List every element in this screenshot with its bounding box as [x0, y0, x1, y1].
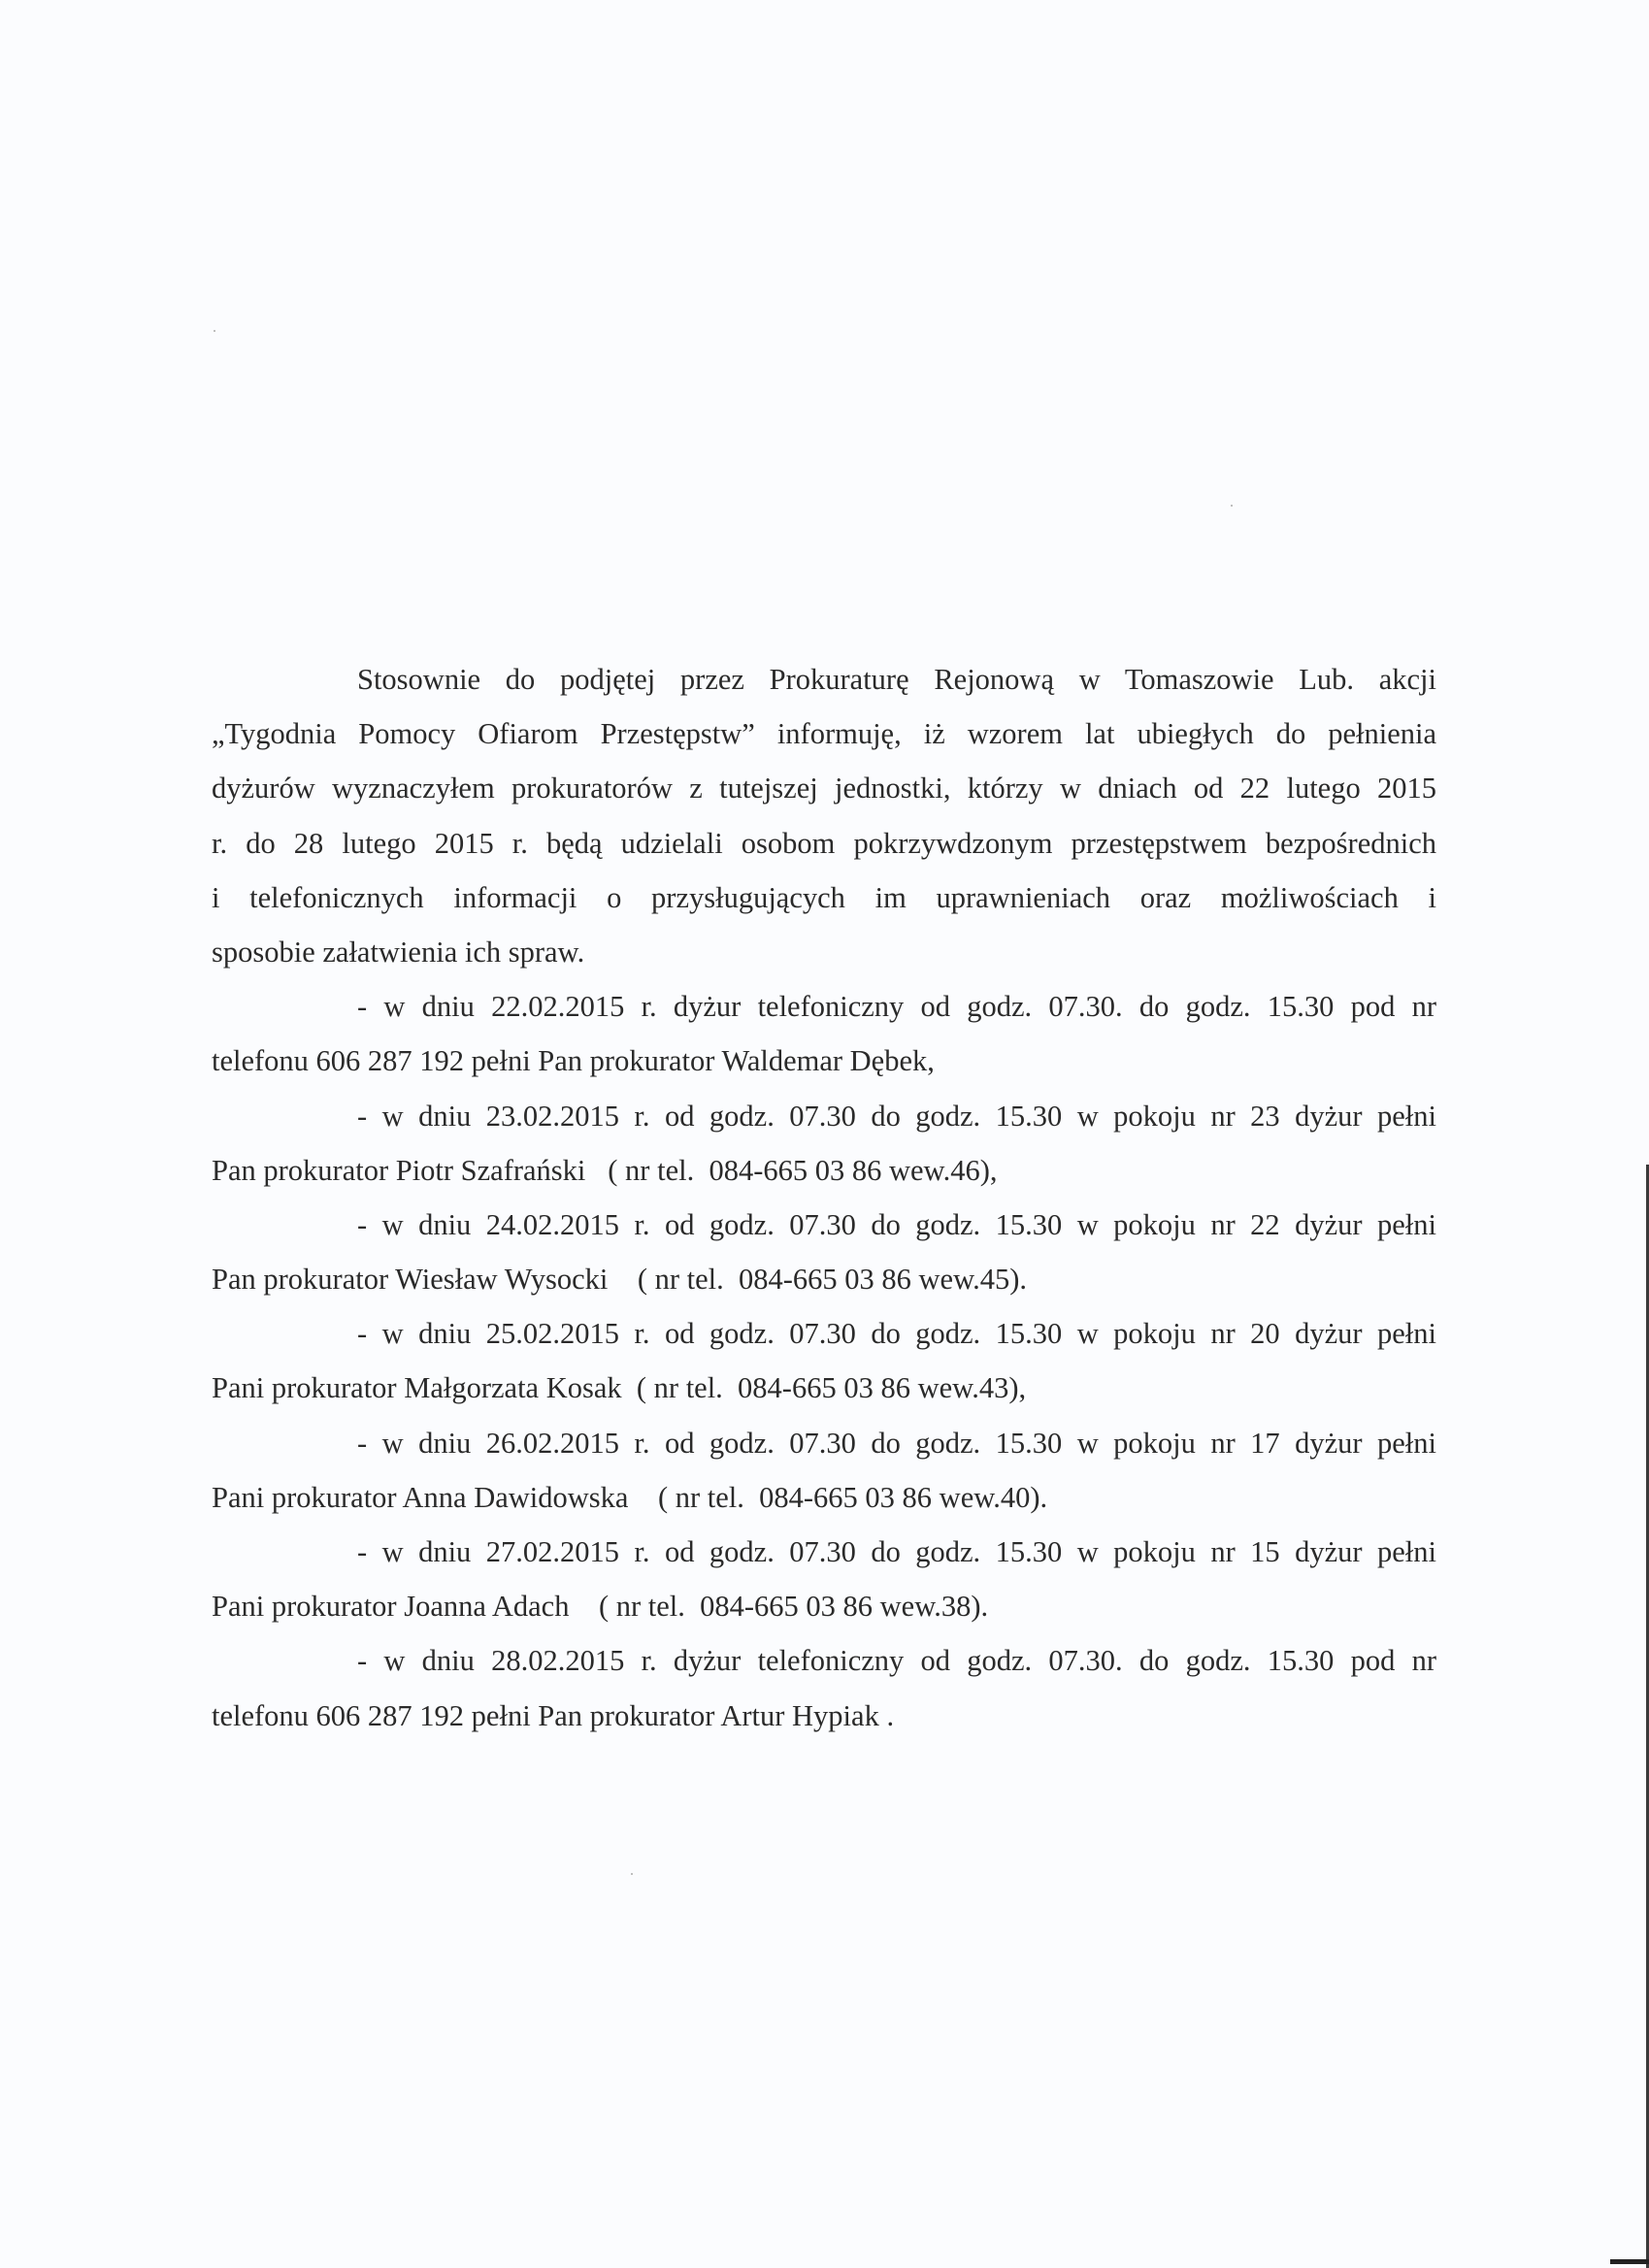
duty-entry-line: - w dniu 26.02.2015 r. od godz. 07.30 do godz. 15.30 w pokoju nr 17 dyżur pełni — [357, 1426, 1436, 1460]
duty-entry — [212, 1525, 1436, 1633]
duty-list — [212, 979, 1436, 1743]
duty-entry-line: - w dniu 28.02.2015 r. dyżur telefoniczny od godz. 07.30. do godz. 15.30 pod nr — [357, 1644, 1436, 1678]
duty-entry — [212, 1198, 1436, 1306]
duty-entry-line: Pan prokurator Piotr Szafrański ( nr tel. 084-665 03 86 wew.46), — [212, 1153, 998, 1187]
duty-entry-line: Pani prokurator Joanna Adach ( nr tel. 084-665 03 86 wew.38). — [212, 1590, 989, 1624]
duty-entry-line: - w dniu 24.02.2015 r. od godz. 07.30 do godz. 15.30 w pokoju nr 22 dyżur pełni — [357, 1207, 1436, 1241]
duty-entry — [212, 1633, 1436, 1742]
duty-entry — [212, 1089, 1436, 1198]
intro-line: r. do 28 lutego 2015 r. będą udzielali osobom pokrzywdzonym przestępstwem bezpośrednich — [212, 826, 1436, 860]
intro-line: „Tygodnia Pomocy Ofiarom Przestępstw” informuję, iż wzorem lat ubiegłych do pełnienia — [212, 717, 1436, 751]
duty-entry — [212, 1416, 1436, 1525]
scan-speck — [631, 1873, 633, 1875]
duty-entry-line: Pan prokurator Wiesław Wysocki ( nr tel. 084-665 03 86 wew.45). — [212, 1263, 1028, 1297]
duty-entry — [212, 1306, 1436, 1415]
letter-body — [212, 652, 1436, 1743]
scan-speck — [214, 330, 215, 332]
duty-entry-line: - w dniu 22.02.2015 r. dyżur telefoniczny od godz. 07.30. do godz. 15.30 pod nr — [357, 990, 1436, 1024]
intro-line: i telefonicznych informacji o przysługujących im uprawnieniach oraz możliwościach i — [212, 880, 1436, 914]
intro-line: sposobie załatwienia ich spraw. — [212, 935, 585, 969]
intro-line: Stosownie do podjętej przez Prokuraturę Rejonową w Tomaszowie Lub. akcji — [357, 663, 1436, 696]
duty-entry-line: telefonu 606 287 192 pełni Pan prokurator Waldemar Dębek, — [212, 1044, 935, 1078]
scan-speck — [1231, 505, 1233, 507]
scan-corner-mark — [1610, 2259, 1649, 2264]
duty-entry-line: Pani prokurator Anna Dawidowska ( nr tel. 084-665 03 86 wew.40). — [212, 1480, 1048, 1514]
duty-entry-line: telefonu 606 287 192 pełni Pan prokurator Artur Hypiak . — [212, 1698, 895, 1732]
duty-entry-line: - w dniu 25.02.2015 r. od godz. 07.30 do godz. 15.30 w pokoju nr 20 dyżur pełni — [357, 1317, 1436, 1351]
duty-entry — [212, 979, 1436, 1088]
intro-line: dyżurów wyznaczyłem prokuratorów z tutejszej jednostki, którzy w dniach od 22 lutego 2015 — [212, 772, 1436, 805]
duty-entry-line: - w dniu 23.02.2015 r. od godz. 07.30 do godz. 15.30 w pokoju nr 23 dyżur pełni — [357, 1099, 1436, 1133]
duty-entry-line: - w dniu 27.02.2015 r. od godz. 07.30 do godz. 15.30 w pokoju nr 15 dyżur pełni — [357, 1535, 1436, 1568]
intro-paragraph — [212, 652, 1436, 979]
duty-entry-line: Pani prokurator Małgorzata Kosak ( nr tel. 084-665 03 86 wew.43), — [212, 1371, 1027, 1405]
